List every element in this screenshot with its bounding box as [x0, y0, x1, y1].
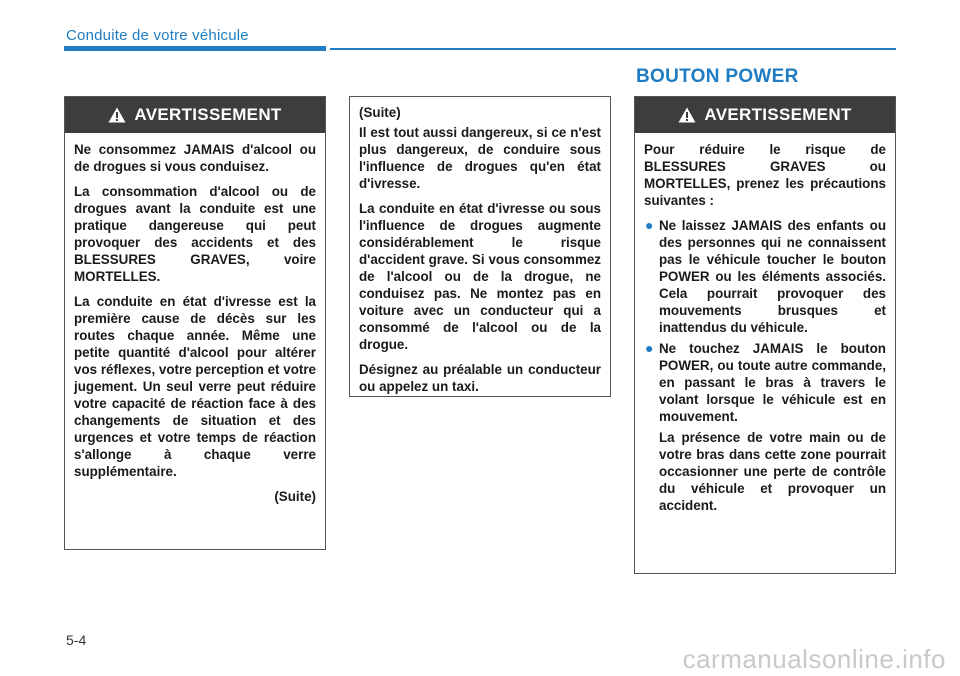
continued-label: (Suite) [359, 105, 401, 120]
bullet-dot-icon: ● [645, 340, 654, 356]
warning-intro: Pour réduire le risque de BLESSURES GRAVES ou MORTELLES, prenez les précautions suivantes : [644, 142, 886, 208]
warning-triangle-icon [108, 107, 126, 123]
page-number: 5-4 [66, 632, 87, 648]
warning-heading: AVERTISSEMENT [704, 105, 852, 124]
precautions-list [644, 217, 886, 425]
warning-header [65, 97, 325, 133]
header-rule-thin [330, 48, 896, 50]
watermark: carmanualsonline.info [682, 644, 946, 674]
chapter-title: Conduite de votre véhicule [66, 27, 249, 44]
warning-paragraph: La conduite en état d'ivresse ou sous l'influence de drogues augmente considérablement le risque d'accident grave. Si vous consommez de l'alcool ou de la drogue, ne conduisez pas. Ne montez pas en voiture avec un conducteur qui a consommé de l'alcool ou de la drogue. [359, 201, 601, 352]
bullet-dot-icon: ● [645, 217, 654, 233]
warning-body [635, 133, 895, 522]
list-item [644, 217, 886, 336]
warning-heading: AVERTISSEMENT [134, 105, 282, 124]
header-rule-thick [64, 46, 326, 51]
section-title: BOUTON POWER [636, 66, 799, 87]
bullet-text: Ne laissez JAMAIS des enfants ou des personnes qui ne connaissent pas le véhicule toucher le bouton POWER ou les éléments associés. Cela pourrait provoquer des mouvements brusques et inattendus du véhicule. [659, 218, 886, 335]
warning-box-power-button [634, 96, 896, 574]
bullet-text: Ne touchez JAMAIS le bouton POWER, ou toute autre commande, en passant le bras à travers le volant lorsque le véhicule est en mouvement. [659, 341, 886, 424]
warning-header [635, 97, 895, 133]
warning-triangle-icon [678, 107, 696, 123]
warning-box-continued [349, 96, 611, 397]
warning-paragraph: Il est tout aussi dangereux, si ce n'est plus dangereux, de conduire sous l'influence de drogues qu'en état d'ivresse. [359, 125, 601, 191]
warning-note: La présence de votre main ou de votre bras dans cette zone pourrait occasionner une perte de contrôle du véhicule et provoquer un accident. [659, 430, 886, 513]
warning-body [350, 97, 610, 403]
warning-body [65, 133, 325, 513]
warning-paragraph: La consommation d'alcool ou de drogues avant la conduite est une pratique dangereuse qui peut provoquer des accidents et des BLESSURES GRAVES, voire MORTELLES. [74, 184, 316, 284]
list-item [644, 340, 886, 425]
warning-paragraph: Ne consommez JAMAIS d'alcool ou de drogues si vous conduisez. [74, 142, 316, 174]
warning-paragraph: Désignez au préalable un conducteur ou appelez un taxi. [359, 362, 601, 394]
warning-paragraph: La conduite en état d'ivresse est la première cause de décès sur les routes chaque année. Même une petite quantité d'alcool pour altérer vos réflexes, votre perception et votre jugement. Un seul verre peut réduire votre capacité de réaction face à des changements de situation et des urgences et votre temps de réaction s'allonge à chaque verre supplémentaire. [74, 294, 316, 479]
warning-box-alcohol [64, 96, 326, 550]
continued-label: (Suite) [274, 489, 316, 504]
